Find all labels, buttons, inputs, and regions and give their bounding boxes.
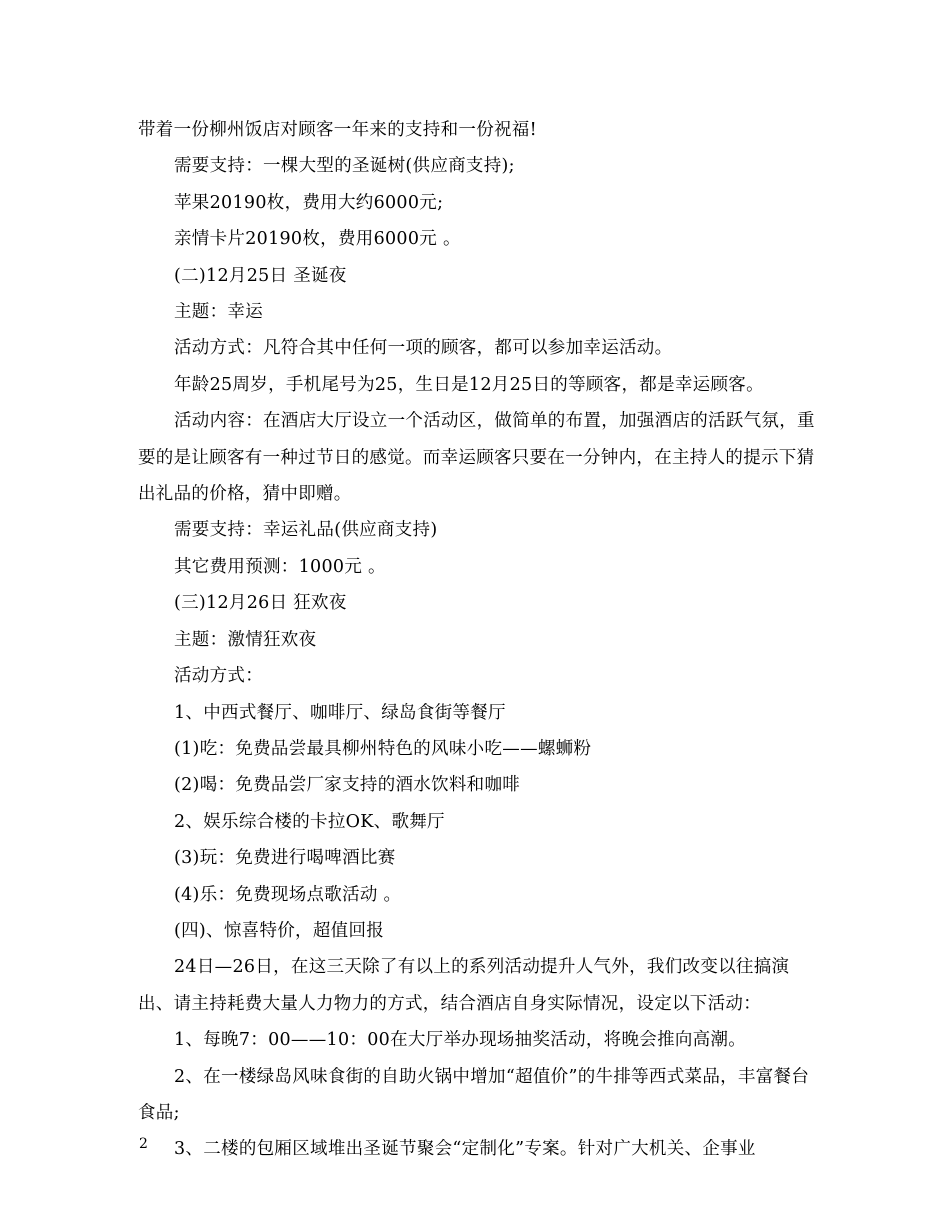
- paragraph: 需要支持：幸运礼品(供应商支持): [174, 520, 438, 541]
- list-item: 1、中西式餐厅、咖啡厅、绿岛食街等餐厅: [174, 702, 506, 723]
- paragraph: 年龄25周岁，手机尾号为25，生日是12月25日的等顾客，都是幸运顾客。: [174, 374, 764, 395]
- paragraph: 主题：幸运: [174, 302, 263, 323]
- section-heading: (三)12月26日 狂欢夜: [174, 593, 347, 614]
- paragraph: 活动方式：: [174, 666, 263, 687]
- paragraph: 亲情卡片20190枚，费用6000元 。: [174, 229, 461, 250]
- list-item: 1、每晚7：00——10：00在大厅举办现场抽奖活动，将晚会推向高潮。: [174, 1030, 747, 1051]
- paragraph: 24日—26日，在这三天除了有以上的系列活动提升人气外，我们改变以往搞演出、请主持耗费大量人力物力的方式，结合酒店自身实际情况，设定以下活动：: [138, 957, 790, 1014]
- paragraph: 带着一份柳州饭店对顾客一年来的支持和一份祝福!: [138, 120, 537, 140]
- paragraph: 活动方式：凡符合其中任何一项的顾客，都可以参加幸运活动。: [174, 338, 673, 359]
- list-item: 3、二楼的包厢区域堆出圣诞节聚会“定制化”专案。针对广大机关、企事业: [174, 1139, 756, 1160]
- list-item: 2、娱乐综合楼的卡拉OK、歌舞厅: [174, 811, 445, 832]
- section-heading: (四)、惊喜特价，超值回报: [174, 920, 385, 941]
- paragraph: 苹果20190枚，费用大约6000元;: [174, 192, 444, 213]
- paragraph: 其它费用预测：1000元 。: [174, 556, 386, 577]
- paragraph: 活动内容：在酒店大厅设立一个活动区，做简单的布置，加强酒店的活跃气氛，重要的是让顾客有一种过节日的感觉。而幸运顾客只要在一分钟内，在主持人的提示下猜出礼品的价格，猜中即赠。: [138, 411, 815, 505]
- page-number: 2: [139, 1136, 148, 1152]
- document-body: [138, 112, 818, 1168]
- list-item: 2、在一楼绿岛风味食街的自助火锅中增加“超值价”的牛排等西式菜品，丰富餐台食品;: [138, 1066, 810, 1123]
- list-item: (4)乐：免费现场点歌活动 。: [174, 884, 402, 905]
- list-item: (1)吃：免费品尝最具柳州特色的风味小吃——螺蛳粉: [174, 738, 592, 759]
- list-item: (3)玩：免费进行喝啤酒比赛: [174, 848, 396, 869]
- section-heading: (二)12月25日 圣诞夜: [174, 265, 347, 286]
- paragraph: 需要支持：一棵大型的圣诞树(供应商支持);: [174, 156, 515, 177]
- paragraph: 主题：激情狂欢夜: [174, 629, 317, 650]
- list-item: (2)喝：免费品尝厂家支持的酒水饮料和咖啡: [174, 775, 521, 796]
